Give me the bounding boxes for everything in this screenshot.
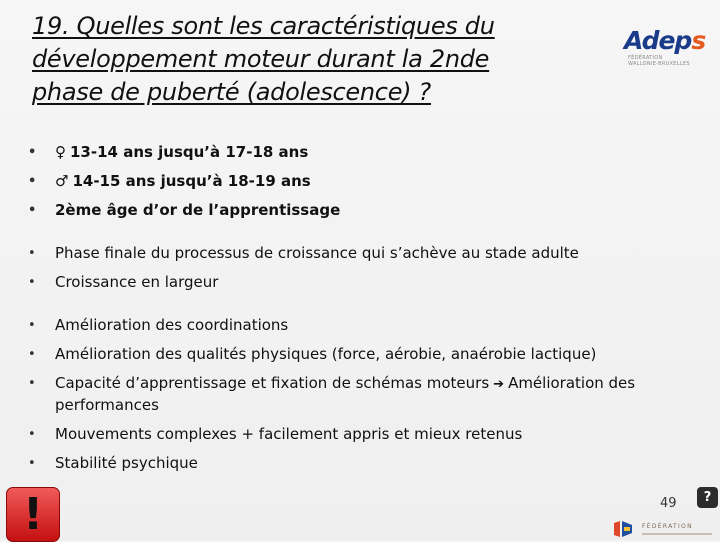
list-item	[28, 167, 698, 196]
federation-logo	[612, 517, 720, 540]
page-number: 49	[660, 496, 677, 511]
bullet-content	[28, 138, 698, 492]
list-item-text: 14-15 ans jusqu’à 18-19 ans	[72, 172, 311, 190]
list-item	[28, 369, 698, 420]
list-item: • Croissance en largeur	[28, 268, 698, 297]
federation-underline	[642, 533, 712, 535]
logo-sub-line1: FÉDÉRATION	[628, 55, 663, 61]
arrow-right-icon: ➔	[493, 377, 505, 392]
list-item-text: 13-14 ans jusqu’à 17-18 ans	[70, 143, 309, 161]
logo-wordmark	[624, 26, 705, 55]
logo-subtitle	[628, 55, 690, 67]
warning-symbol: !	[22, 489, 44, 540]
federation-mark-icon	[612, 519, 634, 539]
list-item: • Mouvements complexes + facilement appris et mieux retenus	[28, 420, 698, 449]
logo-word-accent: s	[691, 26, 706, 55]
list-item-text: 2ème âge d’or de l’apprentissage	[55, 201, 341, 219]
list-item: • Amélioration des coordinations	[28, 311, 698, 340]
list-item	[28, 138, 698, 167]
slide-title: 19. Quelles sont les caractéristiques du développement moteur durant la 2nde phase de puberté (adolescence) ?	[32, 12, 495, 106]
logo-sub-line2: WALLONIE-BRUXELLES	[628, 61, 690, 67]
bullet-group-age	[28, 138, 698, 225]
list-item	[28, 196, 698, 225]
bullet-group-growth	[28, 239, 698, 297]
list-item: • Phase finale du processus de croissance qui s’achève au stade adulte	[28, 239, 698, 268]
list-item: • Stabilité psychique	[28, 449, 698, 478]
female-symbol: ♀	[55, 143, 66, 161]
logo-word-main: Adep	[624, 26, 692, 55]
warning-icon	[6, 487, 60, 542]
male-symbol: ♂	[55, 172, 69, 190]
adeps-logo	[620, 22, 706, 70]
help-icon[interactable]: ?	[697, 487, 718, 508]
federation-text: FÉDÉRATION	[642, 523, 693, 530]
list-item-text: Amélioration des performances	[55, 374, 636, 414]
list-item-text: Capacité d’apprentissage et fixation de schémas moteurs	[55, 374, 490, 392]
bullet-group-improvements	[28, 311, 698, 478]
list-item: • Amélioration des qualités physiques (force, aérobie, anaérobie lactique)	[28, 340, 698, 369]
